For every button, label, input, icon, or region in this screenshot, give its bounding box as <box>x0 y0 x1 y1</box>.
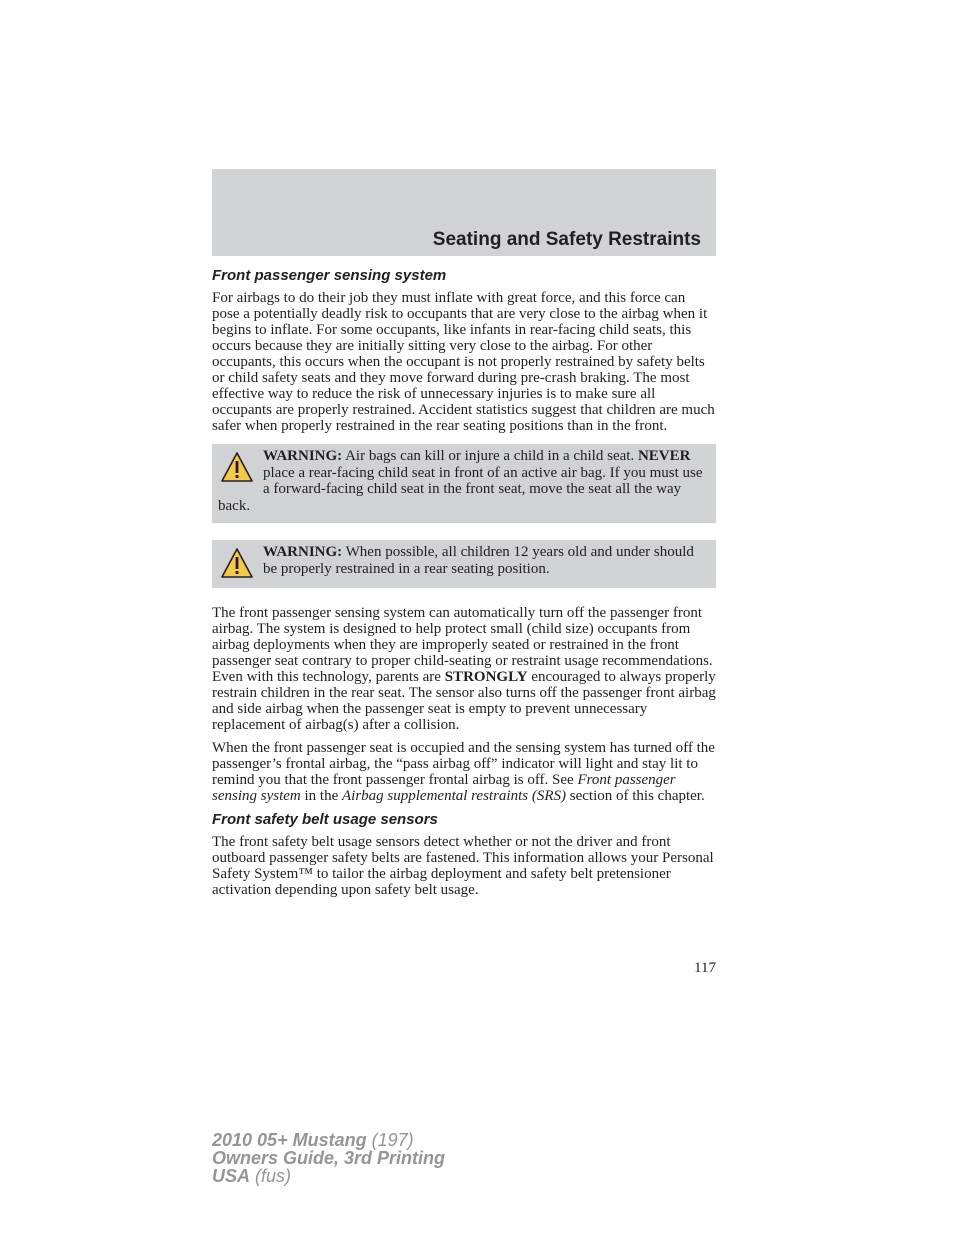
occupied-text-end: section of this chapter. <box>566 788 705 804</box>
warning-text-continued: place a rear-facing child seat in front of an active air bag. If you must use a forward-facing child seat in the front seat, move the seat all the way back. <box>218 464 703 514</box>
warning-box-child-seat <box>212 444 716 523</box>
sensing-text-continued: encouraged to always properly restrain children in the rear seat. The sensor also turns off the passenger front airbag and side airbag when the passenger seat is empty to prevent unnecessary replacement of airbag(s) after a collision. <box>212 669 716 733</box>
footer-model-code: (197) <box>366 1130 414 1150</box>
footer-line-guide <box>212 1149 445 1167</box>
belt-sensors-paragraph: The front safety belt usage sensors detect whether or not the driver and front outboard passenger safety belts are fastened. This information allows your Personal Safety System™ to tailor the airbag deployment and safety belt pretensioner activation depending upon safety belt usage. <box>212 834 714 898</box>
warning-text: When possible, all children 12 years old and under should be properly restrained in a rear seating position. <box>263 544 694 577</box>
warning-label: WARNING: <box>263 544 343 560</box>
document-footer <box>212 1131 445 1185</box>
occupied-text: When the front passenger seat is occupied and the sensing system has turned off the passenger’s frontal airbag, the “pass airbag off” indicator will light and stay lit to remind you that the front passenger frontal airbag is off. See <box>212 740 715 788</box>
intro-paragraph: For airbags to do their job they must inflate with great force, and this force can pose a potentially deadly risk to occupants that are very close to the airbag when it begins to inflate. For some occupants, like infants in rear-facing child seats, this occurs because they are initially sitting very close to the airbag. For other occupants, this occurs when the occupant is not properly restrained by safety belts or child safety seats and they move forward during pre-crash braking. The most effective way to reduce the risk of unnecessary injuries is to make sure all occupants are properly restrained. Accident statistics suggest that children are much safer when properly restrained in the rear seating positions than in the front. <box>212 290 715 434</box>
warning-triangle-icon <box>220 451 254 483</box>
sensing-system-paragraph <box>212 605 716 733</box>
page-number: 117 <box>694 960 716 976</box>
footer-guide: Owners Guide, 3rd Printing <box>212 1148 446 1168</box>
page-content <box>212 266 716 898</box>
chapter-header-band <box>212 169 716 256</box>
footer-line-model <box>212 1131 445 1149</box>
cross-reference-srs: Airbag supplemental restraints (SRS) <box>342 788 567 804</box>
warning-label: WARNING: <box>263 448 343 464</box>
footer-model: 2010 05+ Mustang <box>212 1130 367 1150</box>
footer-market: USA <box>212 1166 251 1186</box>
occupied-text-middle: in the <box>300 788 342 804</box>
warning-box-rear-seating <box>212 540 716 588</box>
sensing-emphasis: STRONGLY <box>444 669 528 685</box>
section-heading-belt-usage-sensors: Front safety belt usage sensors <box>212 811 438 828</box>
occupied-seat-paragraph <box>212 740 716 804</box>
warning-emphasis: NEVER <box>637 448 691 464</box>
warning-triangle-icon <box>220 547 254 579</box>
footer-market-code: (fus) <box>250 1166 292 1186</box>
warning-text: Air bags can kill or injure a child in a child seat. <box>342 448 638 464</box>
cross-reference-sensing: Front passenger sensing system <box>212 772 676 804</box>
sensing-text: The front passenger sensing system can automatically turn off the passenger front airbag. The system is designed to help protect small (child size) occupants from airbag deployments when they are improperly seated or restrained in the front passenger seat contrary to proper child-seating or restraint usage recommendations. Even with this technology, parents are <box>212 605 713 685</box>
section-heading-front-passenger-sensing: Front passenger sensing system <box>212 267 447 284</box>
chapter-title: Seating and Safety Restraints <box>432 229 701 250</box>
footer-line-market <box>212 1167 445 1185</box>
